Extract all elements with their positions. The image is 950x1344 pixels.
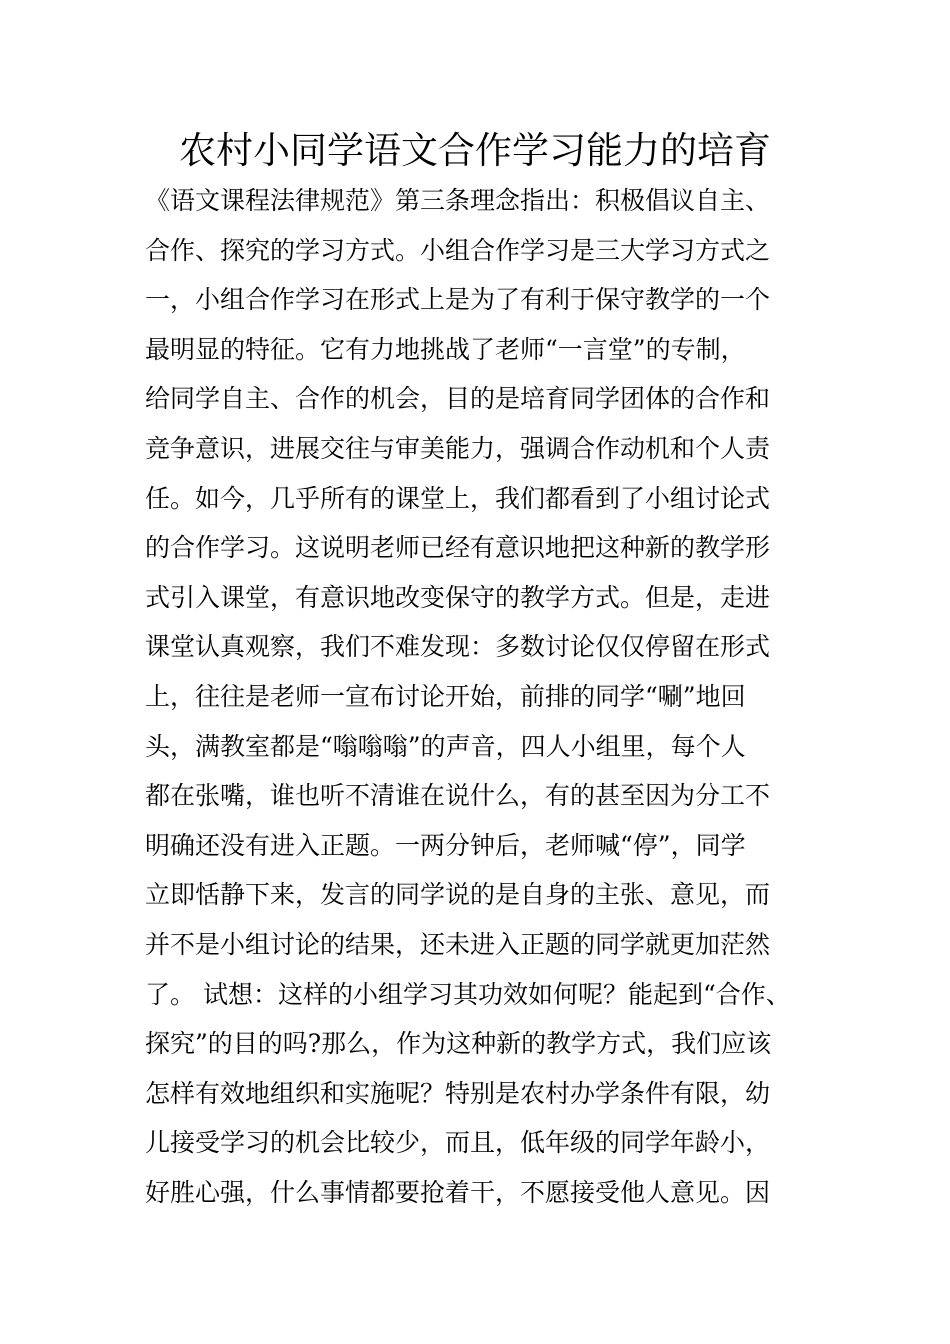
body-line: 给同学自主、合作的机会，目的是培育同学团体的合作和: [145, 384, 771, 414]
body-line: 《语文课程法律规范》第三条理念指出：积极倡议自主、: [145, 186, 771, 215]
body-line: 上，往往是老师一宣布讨论开始，前排的同学“唰”地回: [145, 681, 746, 711]
body-line: 探究”的目的吗?那么，作为这种新的教学方式，我们应该: [145, 1029, 772, 1059]
body-line: 的合作学习。这说明老师已经有意识地把这种新的教学形: [145, 533, 771, 563]
body-line: 立即恬静下来，发言的同学说的是自身的主张、意见，而: [145, 880, 771, 910]
body-line: 任。如今，几乎所有的课堂上，我们都看到了小组讨论式: [145, 483, 771, 513]
body-line: 都在张嘴，谁也听不清谁在说什么，有的甚至因为分工不: [145, 781, 771, 811]
body-line: 了。 试想：这样的小组学习其功效如何呢？能起到“合作、: [145, 979, 791, 1009]
body-line: 式引入课堂，有意识地改变保守的教学方式。但是，走进: [145, 582, 771, 612]
body-line: 一，小组合作学习在形式上是为了有利于保守教学的一个: [145, 285, 771, 315]
body-line: 明确还没有进入正题。一两分钟后，老师喊“停”，同学: [145, 830, 746, 860]
body-line: 好胜心强，什么事情都要抢着干，不愿接受他人意见。因: [145, 1177, 771, 1207]
body-line: 并不是小组讨论的结果，还未进入正题的同学就更加茫然: [145, 929, 771, 959]
document-body: [145, 176, 835, 1217]
body-line: 竞争意识，进展交往与审美能力，强调合作动机和个人责: [145, 433, 771, 463]
body-line: 合作、探究的学习方式。小组合作学习是三大学习方式之: [145, 235, 771, 265]
body-line: 课堂认真观察，我们不难发现：多数讨论仅仅停留在形式: [145, 632, 771, 662]
body-line: 最明显的特征。它有力地挑战了老师“一言堂”的专制，: [145, 334, 746, 364]
document-title: 农村小同学语文合作学习能力的培育: [179, 129, 771, 172]
body-line: 头，满教室都是“嗡嗡嗡”的声音，四人小组里，每个人: [145, 731, 746, 761]
body-line: 怎样有效地组织和实施呢？特别是农村办学条件有限，幼: [145, 1078, 771, 1108]
body-line: 儿接受学习的机会比较少，而且，低年级的同学年龄小，: [145, 1128, 771, 1158]
